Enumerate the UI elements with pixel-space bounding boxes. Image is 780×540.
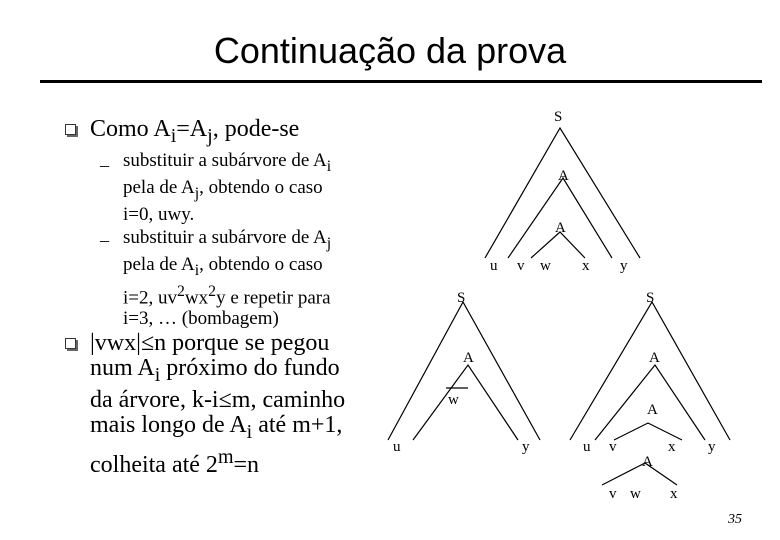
right-tree-a3-label: A <box>642 454 653 470</box>
top-tree-upper-a-label: A <box>558 168 569 184</box>
right-tree-a2-label: A <box>647 402 658 418</box>
top-tree-leaf-x: x <box>582 258 590 274</box>
top-tree <box>485 128 640 258</box>
left-tree-a-label: A <box>463 350 474 366</box>
top-tree-root-edges <box>485 128 640 258</box>
right-tree-root-label: S <box>646 290 655 306</box>
right-tree-leaf-u: u <box>583 439 591 455</box>
top-tree-root-label: S <box>554 109 563 125</box>
top-tree-lower-a-label: A <box>555 220 566 236</box>
top-tree-leaf-v: v <box>517 258 525 274</box>
right-tree-leaf-y: y <box>708 439 716 455</box>
left-tree-leaf-y: y <box>522 439 530 455</box>
top-tree-leaf-y: y <box>620 258 628 274</box>
left-tree <box>388 302 540 440</box>
right-tree-a1-label: A <box>649 350 660 366</box>
sub-bullet-1-text: substituir a subárvore de $A_i$ pela de $A_j$, obtendo o caso i=0, uwy. <box>123 150 332 225</box>
left-tree-leaf-w: w <box>448 392 459 408</box>
sub-bullet-dash-1: – <box>100 155 109 175</box>
bullet-1-text: Como $A_i=A_j$, pode-se <box>90 116 300 147</box>
sub-bullet-dash-2: – <box>100 230 109 250</box>
top-tree-leaf-u: u <box>490 258 498 274</box>
bullet-2-text: |vwx|≤n porque se pegou num $A_i$ próximo do fundo da árvore, k-i≤m, caminho mais longo de $A_i$ até m+1, colheita até $2^m=n$ <box>90 330 346 478</box>
right-tree-bottom-leaf-x: x <box>670 486 678 502</box>
left-tree-root-label: S <box>457 290 466 306</box>
page-number: 35 <box>728 512 742 527</box>
right-tree-leaf-v: v <box>609 439 617 455</box>
left-tree-a-edges <box>413 365 518 440</box>
right-tree-a3-edges <box>602 463 677 485</box>
right-tree-bottom-leaf-v: v <box>609 486 617 502</box>
slide-title: Continuação da prova <box>213 30 567 71</box>
left-tree-leaf-u: u <box>393 439 401 455</box>
right-tree-leaf-x: x <box>668 439 676 455</box>
right-tree-a2-edges <box>614 423 682 440</box>
right-tree-bottom-leaf-w: w <box>630 486 641 502</box>
top-tree-leaf-w: w <box>540 258 551 274</box>
sub-bullet-2-text: substituir a subárvore de $A_j$ pela de $A_i$, obtendo o caso i=2, $uv^2wx^2y$ e repetir para i=3, … (bombagem) <box>123 227 332 329</box>
